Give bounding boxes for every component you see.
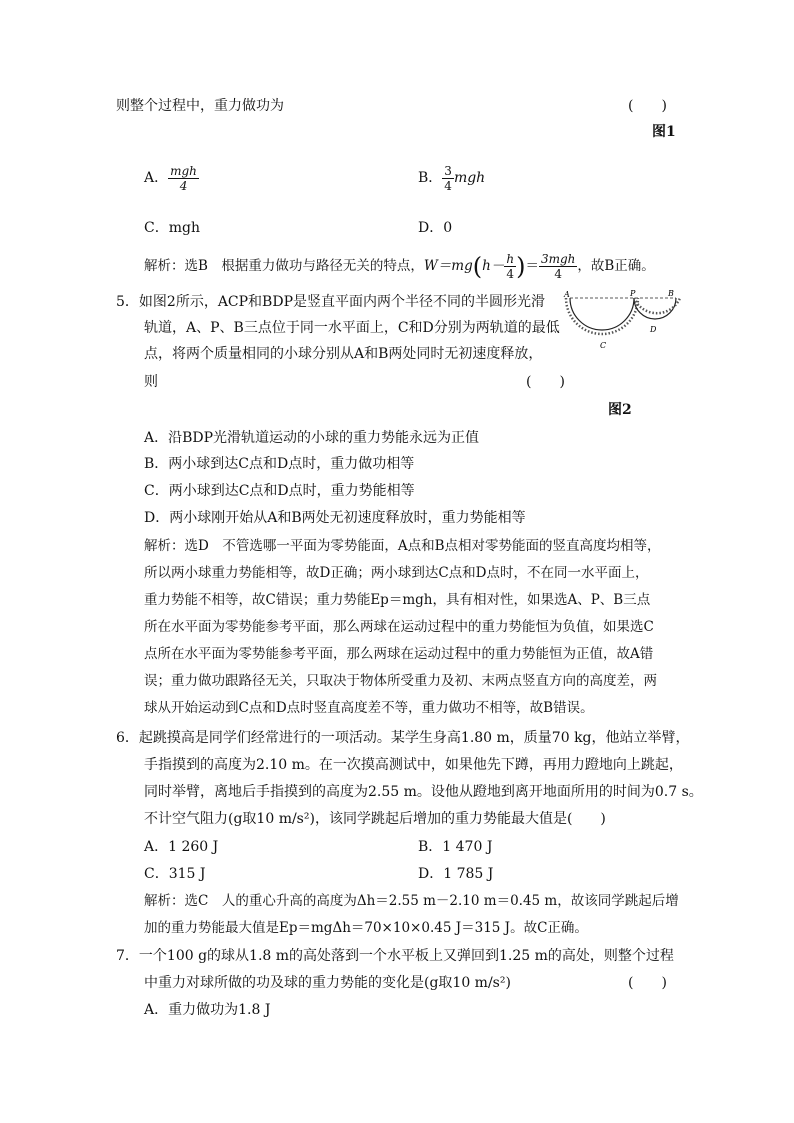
q5-line-3: 点，将两个质量相同的小球分别从A和B两处同时无初速度释放， [144,346,543,362]
figure-2-label: 图2 [608,402,632,418]
q6-solution-line-2: 加的重力势能最大值是Ep＝mgΔh＝70×10×0.45 J＝315 J。故C正确。 [144,920,588,936]
q4-formula-a: W＝mg [423,258,473,274]
q6-line-2: 手指摸到的高度为2.10 m。在一次摸高测试中，如果他先下蹲，再用力蹬地向上跳起， [144,757,683,773]
q5-option-a: A．沿BDP光滑轨道运动的小球的重力势能永远为正值 [144,430,480,446]
frac-denominator: 4 [506,267,515,281]
option-a-label: A． [144,170,169,186]
q4-stem-end: 则整个过程中，重力做功为 [116,98,284,114]
option-b-rest: mgh [453,170,486,186]
q6-option-a: A．1 260 J [144,839,219,855]
q4-solution [144,248,655,284]
q6-option-b: B．1 470 J [418,839,493,855]
q5-answer-paren: ( ) [526,374,565,390]
point-b-label: B [668,289,674,298]
frac-numerator: h [506,252,515,266]
q4-equals: ＝ [525,258,539,274]
q5-solution-line-5: 点所在水平面为零势能参考平面，那么两球在运动过程中的重力势能恒为正值，故A错 [144,646,654,662]
q7-option-a: A．重力做功为1.8 J [144,1002,271,1018]
frac-numerator: 3 [444,163,452,178]
q7-line-1: 7．一个100 g的球从1.8 m的高处落到一个水平板上又弹回到1.25 m的高处，则整个过程 [116,948,674,964]
q6-option-c: C．315 J [144,866,206,882]
paren-open: ( [472,252,483,281]
q6-option-d: D．1 785 J [418,866,494,882]
figure-2-diagram [560,288,685,358]
point-d-label: D [650,325,657,334]
q4-solution-tail: ，故B正确。 [577,258,655,274]
q5-option-b: B．两小球到达C点和D点时，重力做功相等 [144,456,415,472]
q5-solution-line-3: 重力势能不相等，故C错误；重力势能Ep＝mgh，具有相对性，如果选A、P、B三点 [144,592,651,608]
paren-close: ) [516,252,526,281]
q4-h-fraction [504,252,516,281]
q5-solution-line-1: 解析：选D 不管选哪一平面为零势能面，A点和B点相对零势能面的竖直高度均相等， [144,538,661,554]
option-b-fraction [442,164,454,193]
q4-solution-head: 解析：选B 根据重力做功与路径无关的特点， [144,258,424,274]
q4-result-fraction [539,252,577,281]
track-bdp-hatching [634,298,680,313]
q5-solution-line-2: 所以两小球重力势能相等，故D正确；两小球到达C点和D点时，不在同一水平面上， [144,565,649,581]
q5-option-d: D．两小球刚开始从A和B两处无初速度释放时，重力势能相等 [144,510,526,526]
q4-formula-b: h－ [482,258,505,274]
q5-solution-line-7: 球从开始运动到C点和D点时竖直高度差不等，重力做功不相等，故B错误。 [144,700,594,716]
frac-numerator: 3mgh [540,252,576,266]
option-b-label: B． [418,170,443,186]
q5-line-4: 则 [144,374,158,390]
frac-denominator: 4 [444,178,452,193]
q4-option-b [418,158,485,198]
frac-numerator: mgh [170,163,197,178]
q4-option-a [144,158,199,198]
track-acp-hatching [566,298,638,334]
q5-solution-line-4: 所在水平面为零势能参考平面，那么两球在运动过程中的重力势能恒为负值，如果选C [144,619,654,635]
q4-answer-paren: ( ) [628,98,667,114]
q7-answer-paren: ( ) [628,975,667,991]
q4-option-c: C．mgh [144,220,200,236]
q5-line-2: 轨道，A、P、B三点位于同一水平面上，C和D分别为两轨道的最低 [144,320,560,336]
frac-denominator: 4 [179,178,188,193]
q5-solution-line-6: 误；重力做功跟路径无关，只取决于物体所受重力及初、末两点竖直方向的高度差，两 [144,673,657,689]
q5-option-c: C．两小球到达C点和D点时，重力势能相等 [144,483,415,499]
q5-line-1: 5．如图2所示，ACP和BDP是竖直平面内两个半径不同的半圆形光滑 [116,294,545,310]
point-c-label: C [600,341,607,350]
q6-line-4: 不计空气阻力(g取10 m/s²)，该同学跳起后增加的重力势能最大值是( ) [144,811,606,827]
q7-line-2: 中重力对球所做的功及球的重力势能的变化是(g取10 m/s²) [144,975,511,991]
figure-1-label: 图1 [652,124,676,140]
q6-solution-line-1: 解析：选C 人的重心升高的高度为Δh＝2.55 m－2.10 m＝0.45 m，故该同学跳起后增 [144,893,679,909]
frac-denominator: 4 [554,267,562,281]
q4-option-d: D．0 [418,220,453,236]
point-a-label: A [564,290,570,299]
q6-line-1: 6．起跳摸高是同学们经常进行的一项活动。某学生身高1.80 m，质量70 kg，他站立举臂， [116,730,690,746]
point-p-label: P [630,289,636,298]
option-a-fraction [168,164,199,193]
q6-line-3: 同时举臂，离地后手指摸到的高度为2.55 m。设他从蹬地到离开地面所用的时间为0.7 s。 [144,784,703,800]
